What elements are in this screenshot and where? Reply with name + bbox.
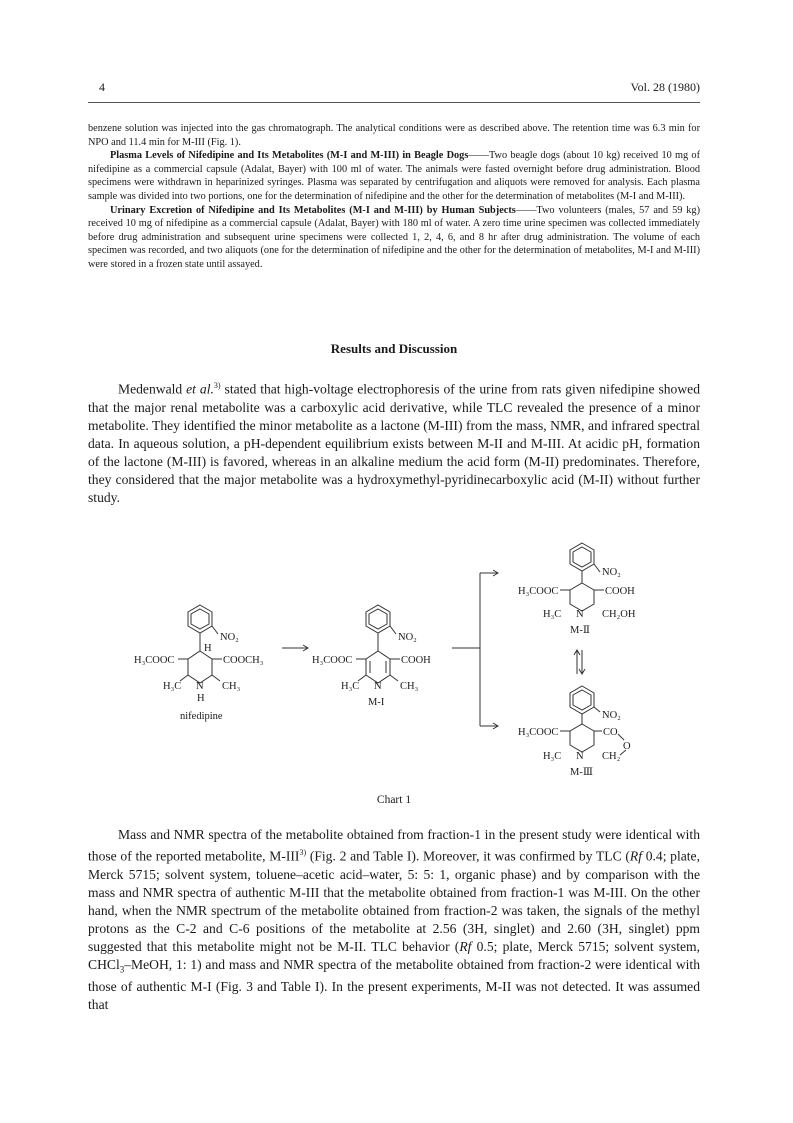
reaction-scheme (130, 533, 690, 793)
ester-left-label: H₃COOC (518, 586, 559, 597)
text-run: –MeOH, 1: 1) and mass and NMR spectra of the metabolite obtained from fraction-2 were identical with those of authentic M-I (Fig. 3 and Table I). In the present experiments, M-II was not detected. It was assumed that (88, 956, 700, 1013)
m1-name: M-I (368, 697, 385, 708)
ester-left-label: H₃COOC (134, 655, 175, 666)
ester-left-label: H₃COOC (518, 727, 559, 738)
ring-inner (573, 547, 591, 567)
ring-inner (369, 609, 387, 629)
methods-text (88, 122, 700, 272)
rf-italic: Rf (629, 848, 642, 864)
methods-paragraph-2-text: ——Two beagle dogs (about 10 kg) received 10 mg of nifedipine as a commercial capsule (Adalat, Bayer) with 100 ml of water. The animals were fasted overnight before drug administration. Blood specimens were withdrawn in heparinized syringes. Plasma was separated by centrifugation and aliquots were removed for analysis. Each plasma sample was divided into two portions, one for the determination of nifedipine and the other for the determination of metabolites (M-I and M-III). (88, 150, 700, 202)
methylene-label: CH₂ (602, 751, 621, 762)
ring-inner (191, 609, 209, 629)
m3-name: M-Ⅲ (570, 767, 593, 778)
text-run: 0.5; plate, Merck 5715; solvent system, CHCl (88, 938, 700, 972)
ester-right-label: COOCH₃ (223, 655, 264, 666)
header-rule (88, 102, 700, 103)
arrow-to-m1 (282, 645, 308, 651)
section-title: Results and Discussion (330, 341, 458, 356)
pyridine-ring (570, 583, 594, 611)
results-paragraph-2 (88, 826, 700, 1014)
nh-label: H (197, 693, 205, 704)
h4-label: H (204, 643, 212, 654)
methods-paragraph-3 (88, 204, 700, 272)
text-run: stated that high-voltage electrophoresis of the urine from rats given nifedipine showed that the major renal metabolite was a carboxylic acid derivative, while TLC revealed the presence of a minor metabolite. They identified the minor metabolite as a lactone (M-III) from the mass, NMR, and infrared spectral data. In aqueous solution, a pH-dependent equilibrium exists between M-II and M-III. At acidic pH, formation of the lactone (M-III) is favored, whereas in an alkaline medium the acid form (M-II) predominates. Therefore, they considered that the major metabolite was a hydroxymethyl-pyridinecarboxylic acid (M-II) without further study. (88, 381, 700, 505)
lactone-oxygen-label: O (623, 741, 631, 752)
chart-caption: Chart 1 (376, 794, 412, 806)
page-number: 4 (99, 80, 105, 94)
et-al: et al. (186, 381, 214, 397)
text-run: Mass and NMR spectra of the metabolite obtained from fraction-1 in the present study were identical with those of the reported metabolite, M-III (88, 827, 700, 864)
reference-marker: 3) (213, 381, 221, 390)
ester-left-label: H₃COOC (312, 655, 353, 666)
no2-label: NO₂ (602, 567, 621, 578)
methods-paragraph-3-text: ——Two volunteers (males, 57 and 59 kg) received 10 mg of nifedipine as a commercial capsule (Adalat, Bayer) with 180 ml of water. A zero time urine specimen was collected immediately before drug administration and subsequent urine specimens were collected 1, 2, 4, 6, and 8 hr after drug administration. The volume of each specimen was recorded, and two aliquots (one for the determination of nifedipine and the other for the determination of metabolites, M-I and M-III) were stored in a frozen state until assayed. (88, 204, 701, 270)
lactone-carbonyl-label: CO (603, 727, 618, 738)
methyl-right-label: CH₃ (222, 681, 241, 692)
text-run: Medenwald (118, 381, 187, 397)
equilibrium-arrows (574, 650, 585, 674)
results-paragraph-1 (88, 377, 700, 507)
reference-marker: 3) (299, 848, 307, 857)
ring-inner (573, 690, 591, 710)
nitrogen-label: N (196, 681, 204, 692)
hydroxymethyl-label: CH₂OH (602, 609, 636, 620)
text-run: (Fig. 2 and Table I). Moreover, it was confirmed by TLC ( (306, 848, 630, 864)
acid-label: COOH (605, 586, 635, 597)
m3-structure (518, 686, 631, 778)
m2-name: M-Ⅱ (570, 625, 590, 636)
chart-1-diagram (130, 533, 690, 793)
rf-italic: Rf (459, 938, 472, 954)
no2-label: NO₂ (398, 632, 417, 643)
nifedipine-name: nifedipine (180, 711, 223, 722)
nitrogen-label: N (374, 681, 382, 692)
methods-subheading-urinary: Urinary Excretion of Nifedipine and Its Metabolites (M-I and M-III) by Human Subjects (110, 204, 516, 216)
text-run: 0.4; plate, Merck 5715; solvent system, toluene–acetic acid–water, 5: 5: 1, organic phase) and by comparison with the mass and NMR spectra of authentic M-III that the metabolite obtained from fraction-1 was M-III. On the other hand, when the NMR spectrum of the metabolite obtained from fraction-2 was taken, the signals of the methyl protons as the C-2 and C-6 positions of the metabolite at 2.56 (3H, singlet) and 2.60 (3H, singlet) ppm suggested that this metabolite might not be M-II. TLC behavior ( (88, 848, 700, 954)
no2-label: NO₂ (602, 710, 621, 721)
methods-paragraph-2 (88, 149, 700, 203)
nitrogen-label: N (576, 609, 584, 620)
methods-subheading-plasma: Plasma Levels of Nifedipine and Its Metabolites (M-I and M-III) in Beagle Dogs (110, 150, 469, 162)
methyl-left-label: H₃C (341, 681, 360, 692)
nitrogen-label: N (576, 751, 584, 762)
m1-structure (312, 605, 431, 708)
methyl-left-label: H₃C (163, 681, 182, 692)
no2-label: NO₂ (220, 632, 239, 643)
methods-paragraph-1: benzene solution was injected into the gas chromatograph. The analytical conditions were as described above. The retention time was 6.3 min for NPO and 11.4 min for M-III (Fig. 1). (88, 123, 700, 148)
running-header (88, 80, 700, 100)
m2-structure (518, 543, 636, 636)
methyl-right-label: CH₃ (400, 681, 419, 692)
methyl-left-label: H₃C (543, 751, 562, 762)
acid-label: COOH (401, 655, 431, 666)
subscript: 3 (119, 964, 125, 975)
methyl-left-label: H₃C (543, 609, 562, 620)
dihydropyridine-ring (188, 651, 212, 683)
nifedipine-structure (134, 605, 264, 722)
pyridine-ring (570, 724, 594, 752)
volume-label: Vol. 28 (1980) (630, 80, 700, 94)
branch-arrows (452, 570, 498, 729)
